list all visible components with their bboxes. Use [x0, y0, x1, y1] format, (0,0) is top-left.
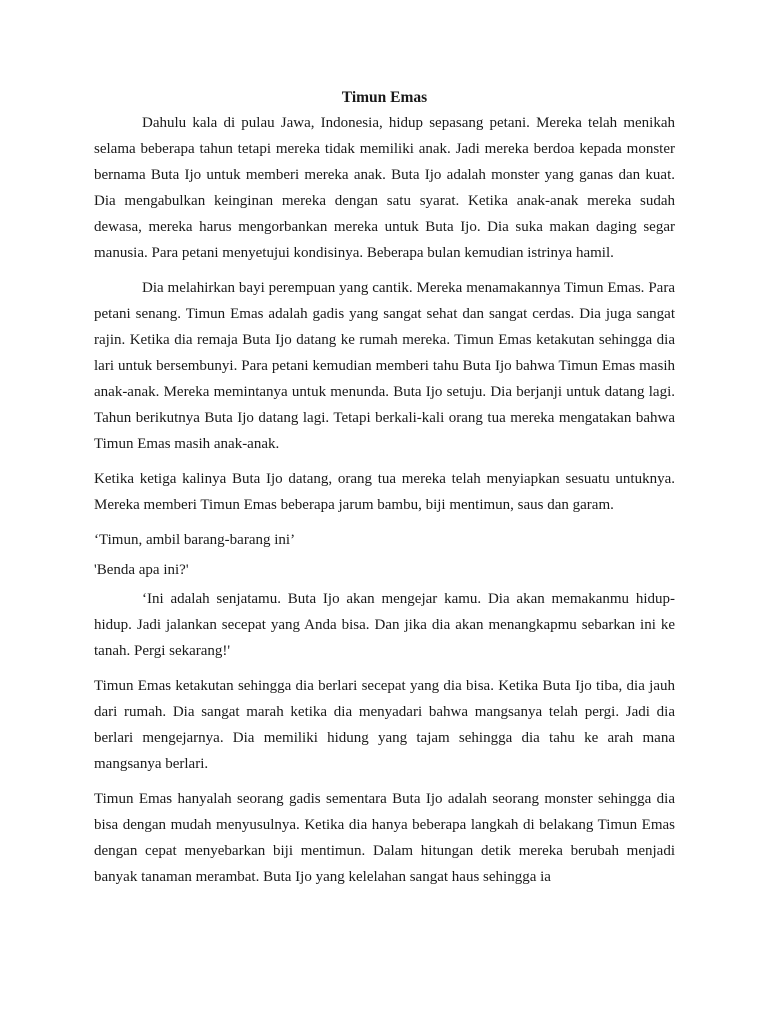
document-title: Timun Emas [341, 89, 428, 106]
paragraph-1: Dahulu kala di pulau Jawa, Indonesia, hidup sepasang petani. Mereka telah menikah selama beberapa tahun tetapi mereka tidak memiliki anak. Jadi mereka berdoa kepada monster bernama Buta Ijo untuk memberi mereka anak. Buta Ijo adalah monster yang ganas dan kuat. Dia mengabulkan keinginan mereka dengan satu syarat. Ketika anak-anak mereka sudah dewasa, mereka harus mengorbankan mereka untuk Buta Ijo. Dia suka makan daging segar manusia. Para petani menyetujui kondisinya. Beberapa bulan kemudian istrinya hamil. [94, 115, 675, 261]
dialogue-line-1: ‘Timun, ambil barang-barang ini’ [94, 532, 296, 548]
paragraph-4: ‘Ini adalah senjatamu. Buta Ijo akan mengejar kamu. Dia akan memakanmu hidup-hidup. Jadi jalankan secepat yang Anda bisa. Dan jika dia akan menangkapmu sebarkan ini ke tanah. Pergi sekarang!' [94, 591, 675, 659]
document-body [94, 86, 675, 890]
paragraph-5: Timun Emas ketakutan sehingga dia berlari secepat yang dia bisa. Ketika Buta Ijo tiba, dia jauh dari rumah. Dia sangat marah ketika dia menyadari bahwa mangsanya telah pergi. Jadi dia berlari mengejarnya. Dia memiliki hidung yang tajam sehingga dia tahu ke arah mana mangsanya berlari. [94, 678, 675, 772]
paragraph-3: Ketika ketiga kalinya Buta Ijo datang, orang tua mereka telah menyiapkan sesuatu untuknya. Mereka memberi Timun Emas beberapa jarum bambu, biji mentimun, saus dan garam. [94, 471, 675, 513]
paragraph-2: Dia melahirkan bayi perempuan yang cantik. Mereka menamakannya Timun Emas. Para petani senang. Timun Emas adalah gadis yang sangat sehat dan sangat cerdas. Dia juga sangat rajin. Ketika dia remaja Buta Ijo datang ke rumah mereka. Timun Emas ketakutan sehingga dia lari untuk bersembunyi. Para petani kemudian memberi tahu Buta Ijo bahwa Timun Emas masih anak-anak. Mereka memintanya untuk menunda. Buta Ijo setuju. Dia berjanji untuk datang lagi. Tahun berikutnya Buta Ijo datang lagi. Tetapi berkali-kali orang tua mereka mengatakan bahwa Timun Emas masih anak-anak. [94, 280, 675, 452]
dialogue-line-2: 'Benda apa ini?' [94, 562, 189, 578]
paragraph-6: Timun Emas hanyalah seorang gadis sementara Buta Ijo adalah seorang monster sehingga dia bisa dengan mudah menyusulnya. Ketika dia hanya beberapa langkah di belakang Timun Emas dengan cepat menyebarkan biji mentimun. Dalam hitungan detik mereka berubah menjadi banyak tanaman merambat. Buta Ijo yang kelelahan sangat haus sehingga ia [94, 791, 675, 885]
